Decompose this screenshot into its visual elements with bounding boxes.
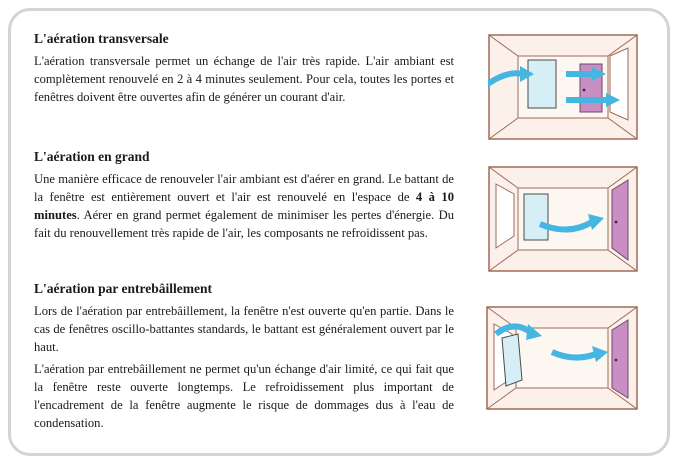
paragraph-text-start: Une manière efficace de renouveler l'air ambiant est d'aérer en grand. Le battant de la fenêtre est entièrement ouvert et l'air est renouvelé en l'espace de [34, 172, 454, 204]
section-wide-open [34, 148, 454, 246]
section-title: L'aération transversale [34, 31, 169, 46]
section-paragraph: Lors de l'aération par entrebâillement, la fenêtre n'est ouverte qu'en partie. Dans le cas de fenêtres oscillo-battantes standards, le battant est généralement ouvert par le haut. [34, 304, 454, 354]
cross-ventilation-room-illustration [488, 34, 638, 140]
duration-highlight: 4 à 10 minutes [34, 190, 454, 222]
paragraph-text-end: . Aérer en grand permet également de minimiser les pertes d'énergie. Du fait du renouvellement très rapide de l'air, les composants ne refroidissent pas. [34, 208, 454, 240]
wide-open-window-room-illustration [488, 166, 638, 272]
section-tilted [34, 280, 454, 436]
section-paragraph: L'aération transversale permet un échange de l'air très rapide. L'air ambiant est complètement renouvelé en 2 à 4 minutes seulement. Pour cela, toutes les portes et fenêtres doivent être ouvertes afin de générer un courant d'air. [34, 54, 454, 104]
section-cross-ventilation [34, 30, 454, 110]
section-title: L'aération en grand [34, 149, 150, 164]
section-paragraph [34, 170, 454, 242]
tilted-window-room-illustration [486, 306, 638, 410]
section-title: L'aération par entrebâillement [34, 281, 212, 296]
section-paragraph: L'aération par entrebâillement ne permet qu'un échange d'air limité, ce qui fait que la fenêtre reste ouverte longtemps. Le refroidissement plus important de l'encadrement de la fenêtre augmente le risque de dommages dus à l'eau de condensation. [34, 362, 454, 430]
